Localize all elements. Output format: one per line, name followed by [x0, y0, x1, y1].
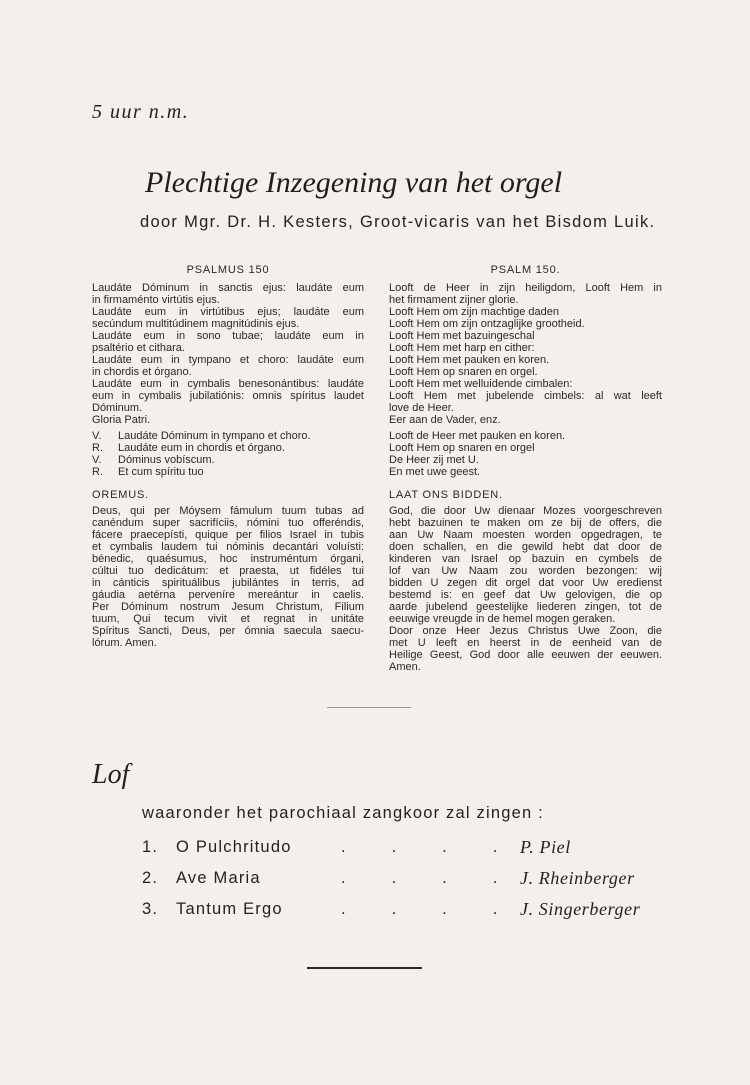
response-line: Looft de Heer met pauken en koren. [389, 430, 566, 442]
text-line: bestemd is: en geef dat Uw gelovigen, die op [389, 589, 662, 601]
text-line: tuum, Qui tecum vivit et regnat in unitáte [92, 613, 364, 625]
text-line: Gloria Patri. [92, 414, 151, 426]
dutch-responses [389, 430, 662, 478]
program-item [142, 868, 662, 899]
paragraph [389, 414, 662, 426]
paragraph [389, 354, 662, 366]
dutch-prayer-text [389, 505, 662, 673]
text-line: bidden U zegen dit orgel dat voor Uw eredienst [389, 577, 662, 589]
versicle-text: Laudáte eum in chordis et órgano. [118, 442, 285, 454]
text-line: Amen. [389, 661, 421, 673]
paragraph [92, 330, 364, 354]
officiant-line: door Mgr. Dr. H. Kesters, Groot-vicaris van het Bisdom Luik. [140, 213, 656, 231]
latin-versicles [92, 430, 364, 478]
item-title: O Pulchritudo [176, 838, 292, 856]
dutch-column [389, 263, 662, 673]
text-line: in firmaménto virtútis ejus. [92, 294, 220, 306]
text-line: Deus, qui per Móysem fámulum tuum tubas ad [92, 505, 364, 517]
latin-prayer-text [92, 505, 364, 649]
text-line: God, die door Uw dienaar Mozes voorgeschreven [389, 505, 662, 517]
latin-column [92, 263, 364, 649]
text-line: aan Uw Naam moesten worden opgedragen, te [389, 529, 662, 541]
item-composer: J. Rheinberger [520, 868, 635, 888]
ceremony-title: Plechtige Inzegening van het orgel [145, 166, 563, 199]
latin-psalm-text [92, 282, 364, 426]
versicle-mark: R. [92, 466, 103, 478]
dot-leader: . . . . [341, 900, 499, 918]
text-line: aarde jubelend geestelijke liederen zingen, tot de [389, 601, 662, 613]
item-number: 3. [142, 900, 159, 918]
program-item [142, 837, 662, 868]
paragraph [92, 282, 364, 306]
closing-rule [307, 967, 422, 969]
item-composer: P. Piel [520, 837, 571, 857]
text-line: Looft Hem om zijn machtige daden [389, 306, 559, 318]
response-line: Looft Hem op snaren en orgel [389, 442, 535, 454]
text-line: Looft Hem met harp en cither: [389, 342, 535, 354]
text-line: Dóminum. [92, 402, 143, 414]
paragraph [92, 505, 364, 649]
paragraph [92, 306, 364, 330]
text-line: Looft Hem met bazuingeschal [389, 330, 535, 342]
item-number: 2. [142, 869, 159, 887]
paragraph [92, 378, 364, 414]
dutch-prayer-heading: LAAT ONS BIDDEN. [389, 489, 503, 501]
text-line: psaltério et cithara. [92, 342, 185, 354]
text-line: Looft Hem met welluidende cimbalen: [389, 378, 573, 390]
text-line: in cánticis spirituálibus jubilántes in terris, ad [92, 577, 364, 589]
section-divider [327, 707, 411, 708]
versicle-mark: R. [92, 442, 103, 454]
dutch-psalm-heading: PSALM 150. [490, 264, 561, 276]
text-line: Looft Hem met pauken en koren. [389, 354, 550, 366]
text-line: Laudáte eum in sono tubae; laudáte eum in [92, 330, 364, 342]
text-line: Looft de Heer in zijn heiligdom, Looft Hem in [389, 282, 662, 294]
text-line: Spíritus Sancti, Deus, per ómnia saecula saecu- [92, 625, 364, 637]
text-line: lof van Uw Naam zou worden bezongen: wij [389, 565, 662, 577]
paragraph [92, 354, 364, 378]
text-line: Eer aan de Vader, enz. [389, 414, 501, 426]
text-line: cúltui tuo dedicátum: et praesta, ut fidéles tui [92, 565, 364, 577]
paragraph [389, 342, 662, 354]
latin-prayer-heading: OREMUS. [92, 489, 149, 501]
text-line: gáudia aetérna perveníre mereántur in caelis. [92, 589, 364, 601]
versicle-text: Et cum spíritu tuo [118, 466, 204, 478]
versicle-text: Laudáte Dóminum in tympano et choro. [118, 430, 311, 442]
text-line: met U leeft en heerst in de eenheid van de [389, 637, 662, 649]
versicle-line [92, 442, 364, 454]
text-line: Heilige Geest, God door alle eeuwen der eeuwen. [389, 649, 662, 661]
text-line: kinderen van Israel op bazuin en cymbels de [389, 553, 662, 565]
text-line: lórum. Amen. [92, 637, 157, 649]
program-item [142, 899, 662, 930]
text-line: doen schallen, en die gewild hebt dat door de [389, 541, 662, 553]
paragraph [389, 282, 662, 306]
versicle-line [92, 454, 364, 466]
versicle-text: Dóminus vobíscum. [118, 454, 215, 466]
item-title: Tantum Ergo [176, 900, 283, 918]
paragraph [389, 505, 662, 625]
item-title: Ave Maria [176, 869, 261, 887]
response-line: De Heer zij met U. [389, 454, 479, 466]
text-line: het firmament zijner glorie. [389, 294, 519, 306]
versicle-mark: V. [92, 430, 102, 442]
program-list [142, 837, 662, 930]
text-line: Laudáte eum in cymbalis benesonántibus: laudáte [92, 378, 364, 390]
item-number: 1. [142, 838, 159, 856]
versicle-mark: V. [92, 454, 102, 466]
text-line: Looft Hem op snaren en orgel. [389, 366, 538, 378]
paragraph [92, 414, 364, 426]
text-line: Per Dóminum nostrum Jesum Christum, Filium [92, 601, 364, 613]
text-line: Looft Hem om zijn ontzaglijke grootheid. [389, 318, 585, 330]
text-line: Laudáte Dóminum in sanctis ejus: laudáte eum [92, 282, 364, 294]
text-line: Looft Hem met jubelende cimbels: al wat leeft [389, 390, 662, 402]
text-line: love de Heer. [389, 402, 454, 414]
latin-psalm-heading: PSALMUS 150 [186, 264, 270, 276]
text-line: canéndum super sacrifíciis, nómini tuo offeréndis, [92, 517, 364, 529]
dot-leader: . . . . [341, 838, 499, 856]
response-line: En met uwe geest. [389, 466, 481, 478]
text-line: Door onze Heer Jezus Christus Uwe Zoon, die [389, 625, 662, 637]
paragraph [389, 390, 662, 414]
versicle-line [92, 430, 364, 442]
text-line: eum in cymbalis jubilatiónis: omnis spíritus laudet [92, 390, 364, 402]
text-line: bénedic, quaésumus, hoc instruméntum órgani, [92, 553, 364, 565]
time-label: 5 uur n.m. [92, 101, 190, 123]
dot-leader: . . . . [341, 869, 499, 887]
text-line: et cymbalis laudem tui nóminis decantári voluísti: [92, 541, 364, 553]
lof-heading: Lof [92, 759, 130, 790]
paragraph [389, 625, 662, 673]
text-line: hebt bazuinen te maken om ze bij de offers, die [389, 517, 662, 529]
paragraph [389, 306, 662, 318]
text-line: eeuwige vreugde in de hemel mogen geraken. [389, 613, 616, 625]
text-line: Laudáte eum in tympano et choro: laudáte eum [92, 354, 364, 366]
item-composer: J. Singerberger [520, 899, 641, 919]
text-line: secúndum multitúdinem magnitúdinis ejus. [92, 318, 300, 330]
text-line: Laudáte eum in virtútibus ejus; laudáte eum [92, 306, 364, 318]
paragraph [389, 378, 662, 390]
paragraph [389, 318, 662, 330]
paragraph [389, 330, 662, 342]
text-line: in chordis et órgano. [92, 366, 192, 378]
text-line: fácere praecepísti, quique per filios Israel in tubis [92, 529, 364, 541]
paragraph [389, 366, 662, 378]
choir-intro: waaronder het parochiaal zangkoor zal zingen : [142, 804, 544, 822]
versicle-line [92, 466, 364, 478]
dutch-psalm-text [389, 282, 662, 426]
